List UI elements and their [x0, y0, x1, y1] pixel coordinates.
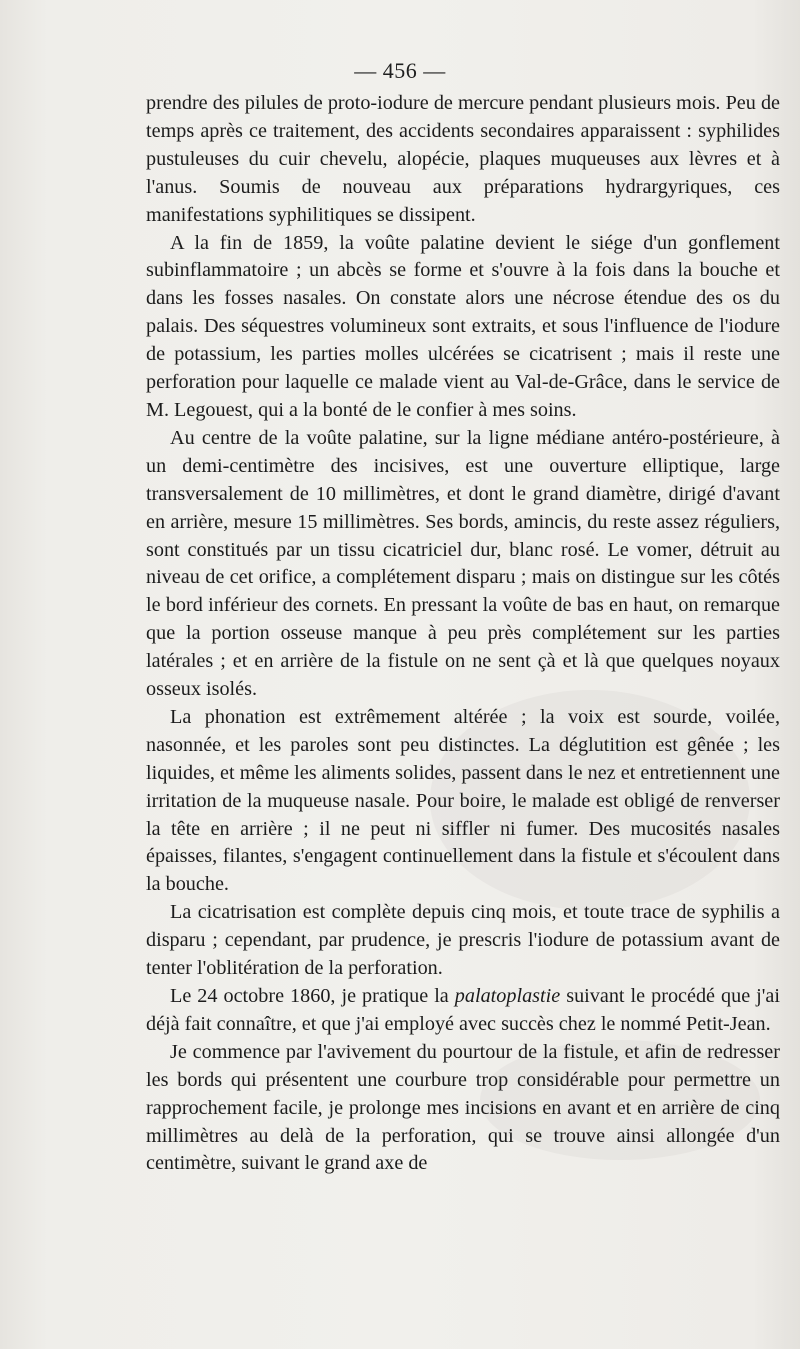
paragraph: La phonation est extrêmement altérée ; la voix est sourde, voilée, nasonnée, et les paroles sont peu distinctes. La déglutition est gênée ; les liquides, et même les aliments solides, passent dans le nez et entretiennent une irritation de la muqueuse nasale. Pour boire, le malade est obligé de renverser la tête en arrière ; il ne peut ni siffler ni fumer. Des mucosités nasales épaisses, filantes, s'engagent continuellement dans la fistule et s'écoulent dans la bouche.: [146, 705, 780, 896]
page-number: — 456 —: [354, 58, 446, 83]
paragraph: A la fin de 1859, la voûte palatine devient le siége d'un gonflement subinflammatoire ; un abcès se forme et s'ouvre à la fois dans la bouche et dans les fosses nasales. On constate alors une nécrose étendue des os du palais. Des séquestres volumineux sont extraits, et sous l'influence de l'iodure de potassium, les parties molles ulcérées se cicatrisent ; mais il reste une perforation pour laquelle ce malade vient au Val-de-Grâce, dans le service de M. Legouest, qui a la bonté de le confier à mes soins.: [146, 231, 780, 421]
paragraph: prendre des pilules de proto-iodure de mercure pendant plusieurs mois. Peu de temps après ce traitement, des accidents secondaires apparaissent : syphilides pustuleuses du cuir chevelu, alopécie, plaques muqueuses aux lèvres et à l'anus. Soumis de nouveau aux préparations hydrargyriques, ces manifestations syphilitiques se dissipent.: [146, 92, 780, 226]
paragraph: Au centre de la voûte palatine, sur la ligne médiane antéro-postérieure, à un demi-centimètre des incisives, est une ouverture elliptique, large transversalement de 10 millimètres, et dont le grand diamètre, dirigé d'avant en arrière, mesure 15 millimètres. Ses bords, amincis, du reste assez réguliers, sont constitués par un tissu cicatriciel dur, blanc rosé. Le vomer, détruit au niveau de cet orifice, a complétement disparu ; mais on distingue sur les côtés le bord inférieur des cornets. En pressant la voûte de bas en haut, on remarque que la portion osseuse manque à peu près complétement sur les parties latérales ; et en arrière de la fistule on ne sent çà et là que quelques noyaux osseux isolés.: [146, 426, 780, 701]
body-text: [146, 90, 780, 1178]
paragraph: [146, 983, 780, 1039]
paragraph-text: suivant le procédé que j'ai déjà fait connaître, et que j'ai employé avec succès chez le nommé Petit-Jean.: [146, 985, 780, 1035]
paragraph-text: Le 24 octobre 1860, je pratique la: [170, 985, 455, 1007]
paragraph: Je commence par l'avivement du pourtour de la fistule, et afin de redresser les bords qui présentent une courbure trop considérable pour permettre un rapprochement facile, je prolonge mes incisions en avant et en arrière de cinq millimètres au delà de la perforation, qui se trouve ainsi allongée d'un centimètre, suivant le grand axe de: [146, 1040, 780, 1175]
paragraph: La cicatrisation est complète depuis cinq mois, et toute trace de syphilis a disparu ; cependant, par prudence, je prescris l'iodure de potassium avant de tenter l'oblitération de la perforation.: [146, 901, 780, 980]
italic-term: palatoplastie: [454, 985, 561, 1007]
